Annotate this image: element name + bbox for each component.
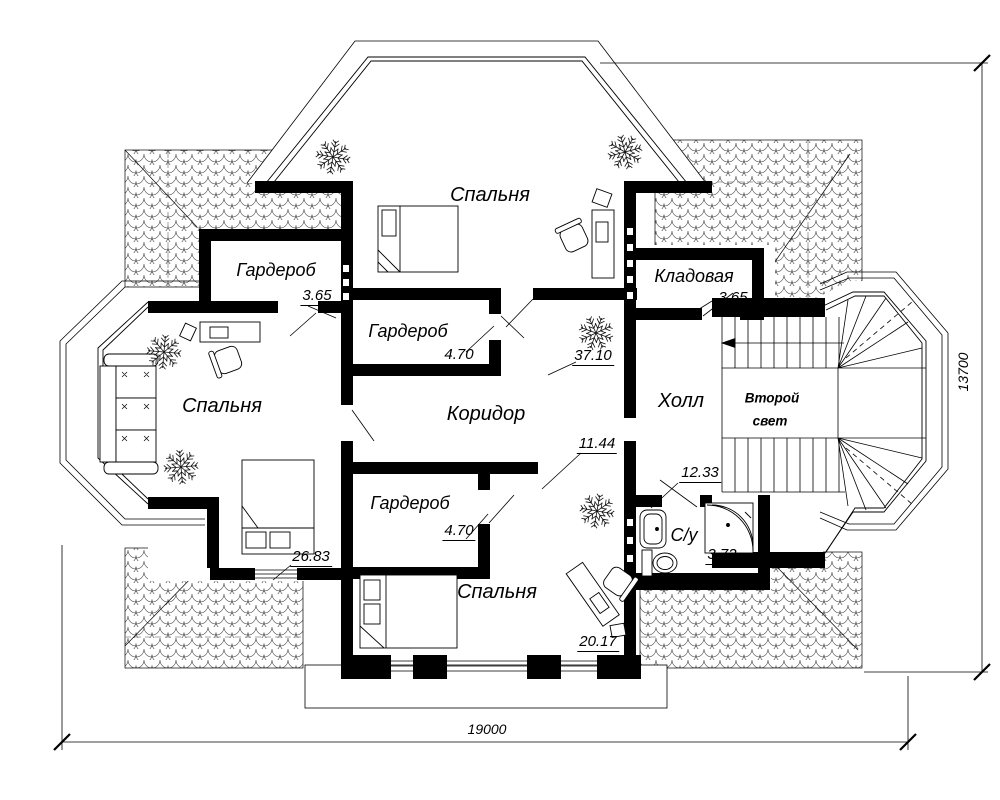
area-label-wardrobe-top-left: 3.65 bbox=[302, 287, 332, 304]
bed-bottom bbox=[360, 575, 457, 648]
room-label-wardrobe-top-left: Гардероб bbox=[236, 260, 316, 280]
area-label-bedroom-bottom: 20.17 bbox=[579, 633, 617, 650]
bed-left bbox=[242, 460, 314, 554]
sink bbox=[640, 510, 666, 548]
area-label-wardrobe-bottom: 4.70 bbox=[444, 522, 474, 539]
room-label-bedroom-top: Спальня bbox=[450, 184, 530, 206]
label-second-light-line2: свет bbox=[752, 413, 788, 429]
room-label-bedroom-left: Спальня bbox=[182, 395, 262, 417]
dimension-label-width: 19000 bbox=[467, 721, 507, 737]
area-label-bedroom-left: 26.83 bbox=[292, 548, 330, 565]
area-label-bathroom: 3.72 bbox=[707, 546, 737, 563]
room-label-bedroom-bottom: Спальня bbox=[457, 581, 537, 603]
room-label-wardrobe-center: Гардероб bbox=[368, 321, 448, 341]
area-label-bedroom-top: 37.10 bbox=[574, 347, 612, 364]
area-label-storage: 3.65 bbox=[718, 289, 748, 306]
dimension-label-height: 13700 bbox=[955, 352, 971, 392]
bed-top bbox=[378, 206, 458, 272]
sofa bbox=[100, 354, 158, 474]
room-label-bathroom: С/у bbox=[670, 525, 698, 545]
room-label-wardrobe-bottom: Гардероб bbox=[370, 493, 450, 513]
area-label-corridor: 11.44 bbox=[578, 435, 616, 452]
area-label-wardrobe-center: 4.70 bbox=[444, 346, 474, 363]
area-label-hall: 12.33 bbox=[681, 464, 719, 481]
room-label-corridor: Коридор bbox=[446, 403, 526, 425]
label-second-light-line1: Второй bbox=[744, 390, 800, 406]
room-label-hall: Холл bbox=[657, 390, 705, 412]
room-label-storage: Кладовая bbox=[654, 266, 734, 286]
